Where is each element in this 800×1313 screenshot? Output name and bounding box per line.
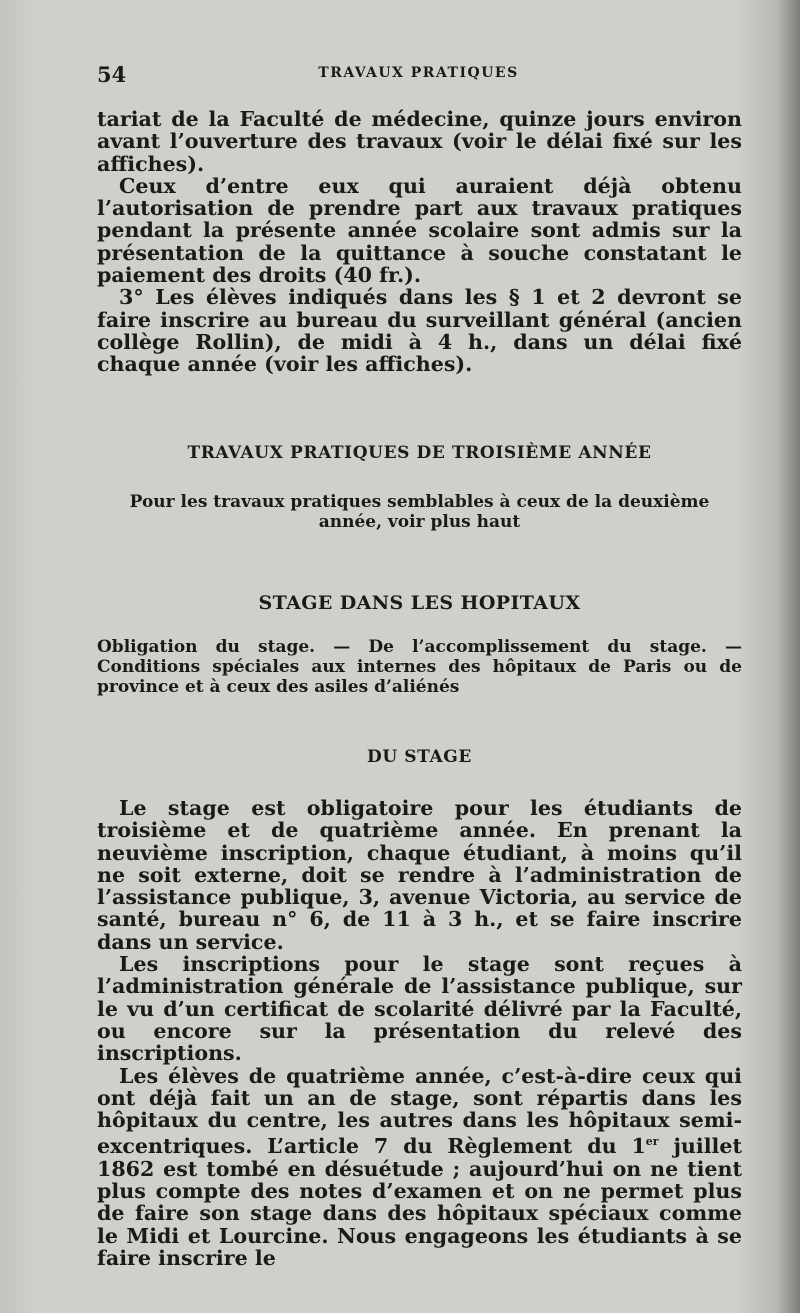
paragraph: Ceux d’entre eux qui auraient déjà obtenu l’autorisation de prendre part aux travaux pratiques pendant la présente année scolaire sont admis sur la présentation de la quittance à souche constatant le paiement des droits (40 fr.). bbox=[97, 173, 742, 288]
paragraph bbox=[97, 1065, 742, 1270]
paragraph: 3° Les élèves indiqués dans les § 1 et 2 devront se faire inscrire au bureau du surveillant général (ancien collège Rollin), de midi à 4 h., dans un délai fixé chaque année (voir les affiches). bbox=[97, 285, 742, 377]
paragraph: Le stage est obligatoire pour les étudiants de troisième et de quatrième année. En prenant la neuvième inscription, chaque étudiant, à moins qu’il ne soit externe, doit se rendre à l’administration de l’assistance publique, 3, avenue Victoria, au service de santé, bureau n° 6, de 11 à 3 h., et se faire inscrire dans un service. bbox=[97, 796, 742, 954]
subsection-heading-du-stage: DU STAGE bbox=[367, 747, 472, 767]
running-title: TRAVAUX PRATIQUES bbox=[318, 65, 519, 81]
page-header bbox=[97, 62, 740, 88]
paragraph: tariat de la Faculté de médecine, quinze jours environ avant l’ouverture des travaux (voir le délai fixé sur les affiches). bbox=[97, 107, 742, 176]
section-heading-stage: STAGE DANS LES HOPITAUX bbox=[258, 592, 581, 614]
superscript: er bbox=[645, 1135, 659, 1149]
text-run: juillet 1862 est tombé en désuétude ; aujourd’hui on ne tient plus compte des notes d’examen et on ne permet plus de faire son stage dans des hôpitaux spéciaux comme le Midi et Lourcine. Nous engageons les étudiants à se faire inscrire le bbox=[97, 1134, 742, 1270]
paragraph: Les inscriptions pour le stage sont reçues à l’administration générale de l’assistance publique, sur le vu d’un certificat de scolarité délivré par la Faculté, ou encore sur la présentation du relevé des inscriptions. bbox=[97, 952, 742, 1066]
section-summary: Obligation du stage. — De l’accomplissement du stage. — Conditions spéciales aux internes des hôpitaux de Paris ou de province et à ceux des asiles d’aliénés bbox=[97, 637, 742, 697]
section-heading-third-year: TRAVAUX PRATIQUES DE TROISIÈME ANNÉE bbox=[187, 443, 652, 463]
top-section bbox=[97, 108, 742, 376]
du-stage-body bbox=[97, 797, 742, 1269]
section-note: Pour les travaux pratiques semblables à ceux de la deuxième année, voir plus haut bbox=[129, 492, 710, 532]
text-run: Les élèves de quatrième année, c’est-à-dire ceux qui ont déjà fait un an de stage, sont répartis dans les hôpitaux du centre, les autres dans les hôpitaux semi-excentriques. L’article 7 du Règlement du 1 bbox=[97, 1063, 742, 1159]
page-number: 54 bbox=[97, 62, 127, 87]
